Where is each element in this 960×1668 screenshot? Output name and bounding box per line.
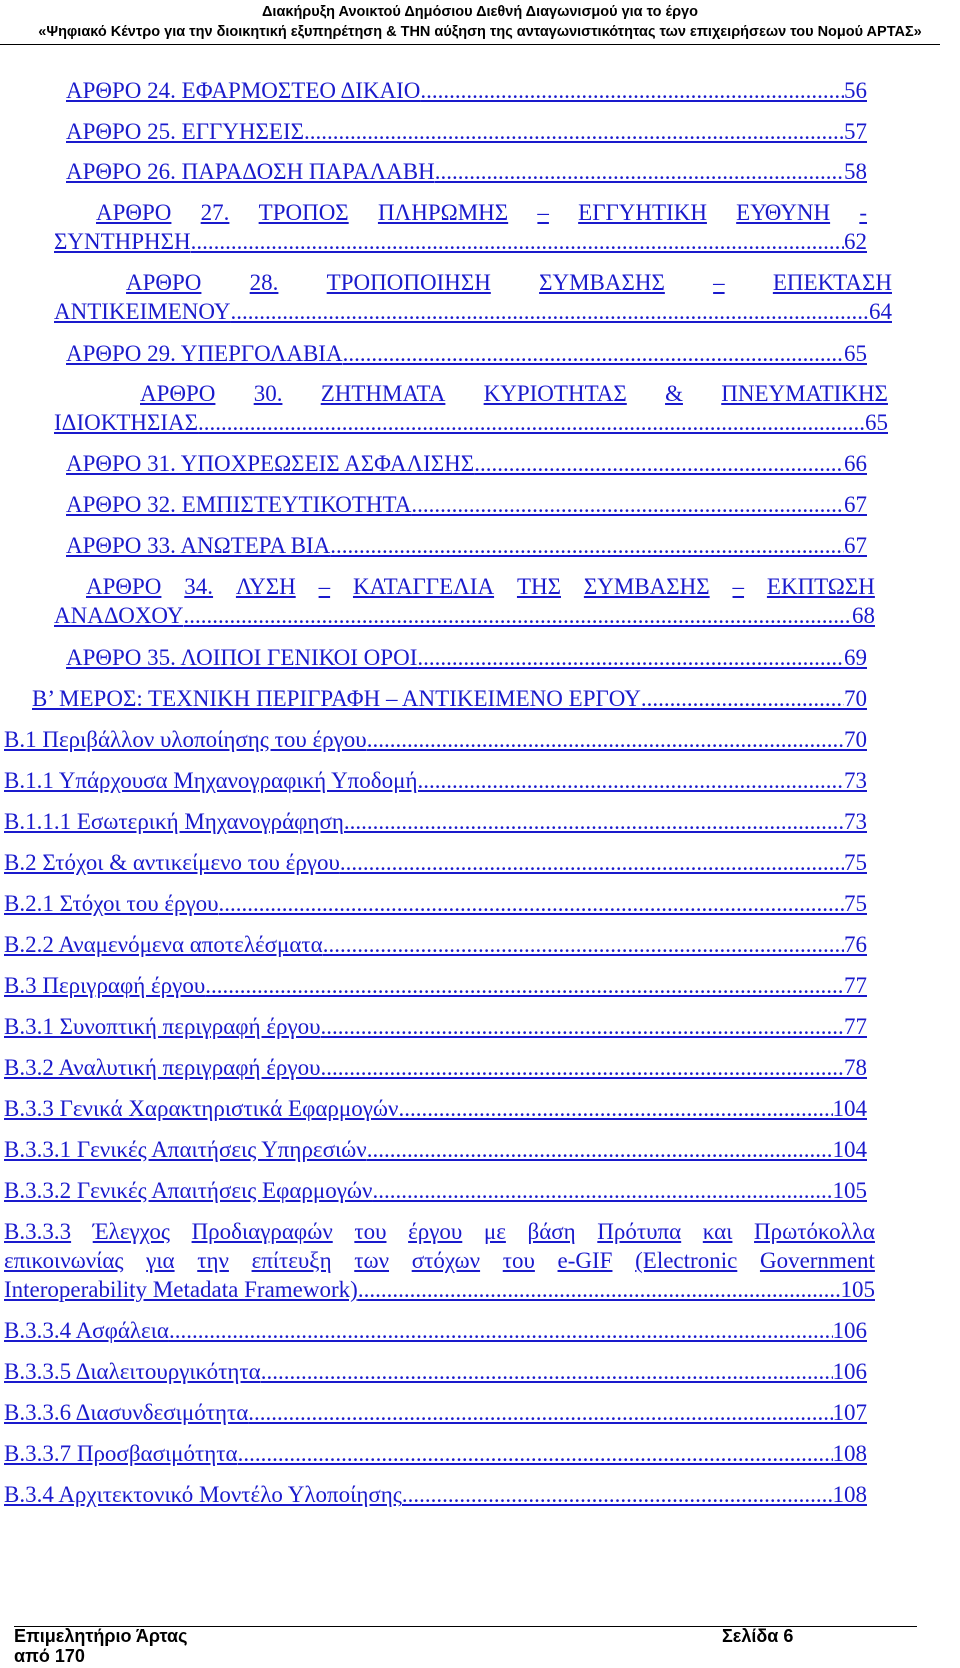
toc-entry-word: με (483, 1219, 506, 1244)
toc-entry-word: Πρότυπα (597, 1219, 682, 1244)
toc-entry-word: – (732, 574, 745, 599)
toc-page-number: 75 (844, 850, 867, 875)
toc-leader-dots (641, 684, 844, 713)
toc-entry[interactable] (4, 971, 867, 1000)
toc-entry-word: ΠΝΕΥΜΑΤΙΚΗΣ (721, 381, 888, 406)
toc-entry[interactable] (4, 1398, 867, 1427)
toc-leader-dots (169, 1316, 833, 1345)
toc-page-number: 76 (844, 932, 867, 957)
toc-entry-title: Β.3.3.1 Γενικές Απαιτήσεις Υπηρεσιών (4, 1137, 367, 1162)
toc-entry-word: του (502, 1248, 535, 1273)
toc-entry-title: Β.3.3.6 Διασυνδεσιμότητα (4, 1400, 249, 1425)
toc-entry[interactable] (4, 1439, 867, 1468)
toc-entry[interactable] (4, 725, 867, 754)
toc-entry-title: Β.2.1 Στόχοι του έργου (4, 891, 219, 916)
toc-leader-dots (420, 76, 844, 105)
toc-entry-title: ΣΥΝΤΗΡΗΣΗ (54, 229, 191, 254)
toc-page-number: 108 (832, 1482, 867, 1507)
toc-page-number: 73 (844, 768, 867, 793)
toc-page-number: 65 (844, 341, 867, 366)
toc-page-number: 68 (852, 603, 875, 628)
toc-entry-title: Β.1 Περιβάλλον υλοποίησης του έργου (4, 727, 367, 752)
header-divider (0, 44, 940, 45)
toc-page-number: 65 (865, 410, 888, 435)
toc-entry-title: ΙΔΙΟΚΤΗΣΙΑΣ (54, 410, 199, 435)
toc-entry-word: ΣΥΜΒΑΣΗΣ (583, 574, 710, 599)
toc-entry-word: & (665, 381, 683, 406)
toc-entry-word: - (859, 200, 867, 225)
toc-entry-title: ΑΡΘΡΟ 24. ΕΦΑΡΜΟΣΤΕΟ ΔΙΚΑΙΟ (66, 78, 421, 103)
toc-entry-word: ΕΥΘΥΝΗ (736, 200, 831, 225)
toc-page-number: 107 (832, 1400, 867, 1425)
toc-entry[interactable] (4, 1094, 867, 1123)
toc-entry[interactable] (54, 157, 867, 186)
toc-entry-word: – (713, 270, 725, 295)
toc-leader-dots (344, 807, 844, 836)
toc-entry-word: του (354, 1219, 387, 1244)
toc-entry-word: Πρωτόκολλα (754, 1219, 875, 1244)
toc-entry[interactable] (4, 807, 867, 836)
toc-leader-dots (321, 1012, 844, 1041)
toc-page-number: 75 (844, 891, 867, 916)
toc-page-number: 56 (844, 78, 867, 103)
toc-entry[interactable] (4, 1012, 867, 1041)
toc-page-number: 69 (844, 645, 867, 670)
toc-entry-title: Β.3.3 Γενικά Χαρακτηριστικά Εφαρμογών (4, 1096, 399, 1121)
toc-entry-word: ΑΡΘΡΟ (96, 200, 172, 225)
toc-page-number: 105 (832, 1178, 867, 1203)
toc-entry-title: Β.1.1 Υπάρχουσα Μηχανογραφική Υποδομή (4, 768, 418, 793)
toc-entry-word: ΤΡΟΠΟΣ (258, 200, 349, 225)
toc-leader-dots (323, 930, 844, 959)
toc-leader-dots (320, 1053, 844, 1082)
toc-page-number: 66 (844, 451, 867, 476)
toc-entry-word: – (537, 200, 549, 225)
toc-page-number: 64 (869, 299, 892, 324)
toc-entry-word: την (197, 1248, 229, 1273)
toc-entry-word: για (146, 1248, 175, 1273)
toc-page-number: 106 (832, 1359, 867, 1384)
toc-entry-word: ΛΥΣΗ (235, 574, 296, 599)
toc-entry-word: ΑΡΘΡΟ (86, 574, 162, 599)
toc-entry-title: Β.3.3.4 Ασφάλεια (4, 1318, 169, 1343)
toc-entry-word: επίτευξη (251, 1248, 332, 1273)
toc-leader-dots (474, 449, 844, 478)
toc-entry[interactable] (4, 766, 867, 795)
toc-page-number: 67 (844, 492, 867, 517)
toc-entry[interactable] (4, 1176, 867, 1205)
toc-entry-title: Β.3.3.7 Προσβασιμότητα (4, 1441, 238, 1466)
toc-entry-word: ΣΥΜΒΑΣΗΣ (539, 270, 665, 295)
toc-leader-dots (219, 889, 844, 918)
toc-entry[interactable] (4, 889, 867, 918)
toc-entry-title: ΑΡΘΡΟ 26. ΠΑΡΑΔΟΣΗ ΠΑΡΑΛΑΒΗ (66, 159, 435, 184)
toc-leader-dots (184, 601, 853, 630)
toc-entry-word: 27. (200, 200, 230, 225)
toc-entry-word: 28. (249, 270, 279, 295)
toc-entry-word: Government (759, 1248, 875, 1273)
header-title-line-2: «Ψηφιακό Κέντρο για την διοικητική εξυπηρέτηση & ΤΗΝ αύξηση της ανταγωνιστικότητας των επιχειρήσεων του Νομού ΑΡΤΑΣ» (38, 24, 922, 40)
toc-entry[interactable] (4, 1357, 867, 1386)
toc-leader-dots (418, 766, 845, 795)
toc-leader-dots (191, 227, 844, 256)
toc-page-number: 70 (844, 686, 867, 711)
toc-entry[interactable] (54, 490, 867, 519)
toc-page-number: 104 (832, 1137, 867, 1162)
toc-entry-title: ΑΝΑΔΟΧΟΥ (54, 603, 184, 628)
toc-leader-dots (417, 643, 844, 672)
toc-entry[interactable] (54, 379, 888, 437)
toc-entry[interactable] (54, 449, 867, 478)
toc-entry-word: Έλεγχος (92, 1219, 170, 1244)
toc-entry[interactable] (54, 339, 867, 368)
toc-leader-dots (261, 1357, 833, 1386)
toc-entry[interactable] (4, 1316, 867, 1345)
toc-entry-word: (Electronic (635, 1248, 738, 1273)
toc-entry-title: ΑΡΘΡΟ 33. ΑΝΩΤΕΡΑ ΒΙΑ (66, 533, 331, 558)
toc-entry-word: ΖΗΤΗΜΑΤΑ (320, 381, 446, 406)
toc-page-number: 104 (832, 1096, 867, 1121)
toc-entry-word: ΚΑΤΑΓΓΕΛΙΑ (352, 574, 495, 599)
toc-entry-title: Β.2.2 Αναμενόμενα αποτελέσματα (4, 932, 323, 957)
toc-entry-title: Β.1.1.1 Εσωτερική Μηχανογράφηση (4, 809, 344, 834)
toc-entry[interactable] (54, 76, 867, 105)
toc-page-number: 70 (844, 727, 867, 752)
toc-leader-dots (340, 848, 844, 877)
toc-entry-title: Β.3.2 Αναλυτική περιγραφή έργου (4, 1055, 321, 1080)
toc-entry[interactable] (4, 1053, 867, 1082)
toc-entry-word: Β.3.3.3 (4, 1219, 72, 1244)
toc-entry-word: ΚΥΡΙΟΤΗΤΑΣ (483, 381, 627, 406)
toc-leader-dots (205, 971, 844, 1000)
toc-leader-dots (198, 408, 865, 437)
toc-leader-dots (248, 1398, 832, 1427)
toc-entry-title: ΑΡΘΡΟ 32. ΕΜΠΙΣΤΕΥΤΙΚΟΤΗΤΑ (66, 492, 412, 517)
toc-entry[interactable] (4, 1217, 875, 1304)
toc-entry-word: ΤΡΟΠΟΠΟΙΗΣΗ (326, 270, 491, 295)
footer-page-total: από 170 (14, 1646, 85, 1666)
toc-entry-title: ΑΡΘΡΟ 31. ΥΠΟΧΡΕΩΣΕΙΣ ΑΣΦΑΛΙΣΗΣ (66, 451, 475, 476)
toc-entry[interactable] (54, 198, 867, 256)
toc-leader-dots (398, 1094, 832, 1123)
footer-organization: Επιμελητήριο Άρτας (14, 1626, 188, 1646)
toc-entry[interactable] (54, 531, 867, 560)
toc-entry[interactable] (54, 572, 875, 630)
toc-entry-word: ΕΚΠΤΩΣΗ (766, 574, 875, 599)
toc-entry-word: στόχων (411, 1248, 481, 1273)
toc-entry-word: ΕΓΓΥΗΤΙΚΗ (578, 200, 707, 225)
toc-entry-title: Β.2 Στόχοι & αντικείμενο του έργου (4, 850, 340, 875)
toc-leader-dots (230, 297, 869, 326)
toc-entry-word: – (318, 574, 331, 599)
toc-entry-word: e-GIF (557, 1248, 613, 1273)
toc-page-number: 105 (840, 1277, 875, 1302)
footer-page-label: Σελίδα 6 (722, 1626, 794, 1646)
toc-entry[interactable] (4, 1135, 867, 1164)
toc-page-number: 57 (844, 119, 867, 144)
toc-entry-word: βάση (527, 1219, 576, 1244)
toc-entry-title: ΑΡΘΡΟ 35. ΛΟΙΠΟΙ ΓΕΝΙΚΟΙ ΟΡΟΙ (66, 645, 418, 670)
toc-entry-word: των (354, 1248, 390, 1273)
toc-entry-word: ΑΡΘΡΟ (126, 270, 202, 295)
toc-page-number: 77 (844, 1014, 867, 1039)
toc-entry-word: Προδιαγραφών (191, 1219, 333, 1244)
toc-entry-title: ΑΡΘΡΟ 29. ΥΠΕΡΓΟΛΑΒΙΑ (66, 341, 343, 366)
toc-leader-dots (304, 117, 844, 146)
toc-page-number: 73 (844, 809, 867, 834)
toc-entry-title: Β’ ΜΕΡΟΣ: ΤΕΧΝΙΚΗ ΠΕΡΙΓΡΑΦΗ – ΑΝΤΙΚΕΙΜΕΝΟ ΕΡΓΟΥ (32, 686, 641, 711)
toc-entry[interactable] (54, 268, 892, 326)
toc-entry-word: ΑΡΘΡΟ (140, 381, 216, 406)
toc-entry-title: Β.3.3.5 Διαλειτουργικότητα (4, 1359, 261, 1384)
toc-entry-title: Β.3.1 Συνοπτική περιγραφή έργου (4, 1014, 321, 1039)
toc-entry[interactable] (54, 643, 867, 672)
toc-leader-dots (367, 1135, 833, 1164)
toc-entry-title: Β.3.4 Αρχιτεκτονικό Μοντέλο Υλοποίησης (4, 1482, 402, 1507)
toc-leader-dots (402, 1480, 833, 1509)
toc-leader-dots (372, 1176, 832, 1205)
toc-entry-word: 34. (184, 574, 214, 599)
toc-entry[interactable] (4, 848, 867, 877)
toc-page-number: 58 (844, 159, 867, 184)
toc-leader-dots (435, 157, 844, 186)
toc-page-number: 106 (832, 1318, 867, 1343)
toc-entry-title: Β.3.3.2 Γενικές Απαιτήσεις Εφαρμογών (4, 1178, 373, 1203)
toc-entry[interactable] (4, 684, 867, 713)
toc-entry[interactable] (4, 1480, 867, 1509)
toc-leader-dots (411, 490, 844, 519)
toc-leader-dots (330, 531, 844, 560)
toc-entry[interactable] (4, 930, 867, 959)
toc-entry-word: ΠΛΗΡΩΜΗΣ (377, 200, 509, 225)
toc-entry-word: 30. (253, 381, 283, 406)
toc-page-number: 77 (844, 973, 867, 998)
header-title-line-1: Διακήρυξη Ανοικτού Δημόσιου Διεθνή Διαγωνισμού για το έργο (262, 4, 698, 20)
toc-entry-word: έργου (408, 1219, 463, 1244)
toc-entry-title: ΑΝΤΙΚΕΙΜΕΝΟΥ (54, 299, 231, 324)
toc-leader-dots (358, 1275, 841, 1304)
toc-page-number: 78 (844, 1055, 867, 1080)
toc-entry-title: Interoperability Metadata Framework) (4, 1277, 358, 1302)
toc-page-number: 62 (844, 229, 867, 254)
toc-entry[interactable] (54, 117, 867, 146)
toc-entry-word: επικοινωνίας (4, 1248, 124, 1273)
toc-entry-title: Β.3 Περιγραφή έργου (4, 973, 206, 998)
toc-leader-dots (238, 1439, 833, 1468)
toc-page-number: 67 (844, 533, 867, 558)
toc-entry-word: ΕΠΕΚΤΑΣΗ (772, 270, 892, 295)
toc-leader-dots (367, 725, 844, 754)
toc-leader-dots (343, 339, 844, 368)
toc-entry-word: και (702, 1219, 733, 1244)
toc-entry-word: ΤΗΣ (516, 574, 561, 599)
toc-entry-title: ΑΡΘΡΟ 25. ΕΓΓΥΗΣΕΙΣ (66, 119, 305, 144)
toc-page-number: 108 (832, 1441, 867, 1466)
